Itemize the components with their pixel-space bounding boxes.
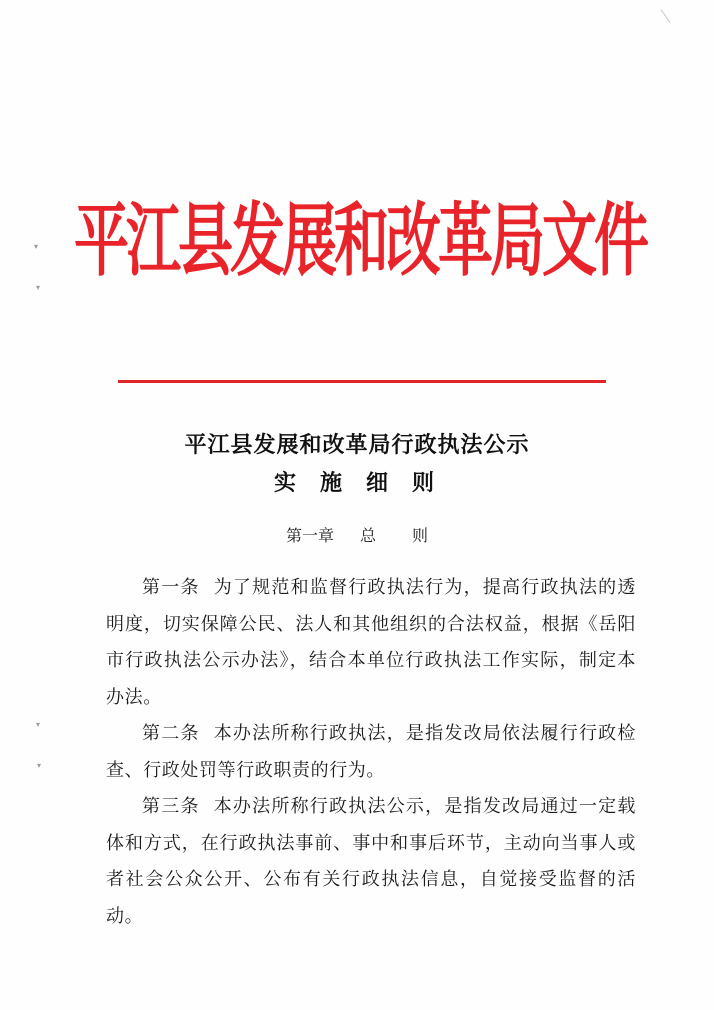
article-text: 为了规范和监督行政执法行为，提高行政执法的透明度，切实保障公民、法人和其他组织的合法权益，根据《岳阳市行政执法公示办法》，结合本单位行政执法工作实际，制定本办法。 [106,577,636,708]
chapter-word2: 则 [412,526,429,545]
scan-speck: ▾ [37,761,42,770]
article-paragraph [106,570,636,716]
scan-speck: ▾ [34,242,39,251]
article-label: 第二条 [142,723,200,744]
article-paragraph [106,789,636,935]
document-title-line2: 实施细则 [273,470,458,496]
chapter-heading [0,523,714,546]
document-title-line1: 平江县发展和改革局行政执法公示 [184,432,530,458]
scan-speck: ▾ [36,283,41,292]
document-body [106,570,636,935]
article-paragraph [106,716,636,789]
article-text: 本办法所称行政执法，是指发改局依法履行行政检查、行政处罚等行政职责的行为。 [106,723,636,781]
chapter-word1: 总 [359,526,376,545]
red-header-title: 平江县发展和改革局文件 [74,191,647,286]
red-header-rule [118,380,606,383]
article-label: 第三条 [142,796,200,817]
article-label: 第一条 [142,577,200,598]
chapter-number: 第一章 [285,526,334,545]
scan-speck: ▾ [36,720,41,729]
scan-corner-mark [661,9,671,23]
article-text: 本办法所称行政执法公示，是指发改局通过一定载体和方式，在行政执法事前、事中和事后环节，主动向当事人或者社会公众公开、公布有关行政执法信息，自觉接受监督的活动。 [106,796,636,927]
